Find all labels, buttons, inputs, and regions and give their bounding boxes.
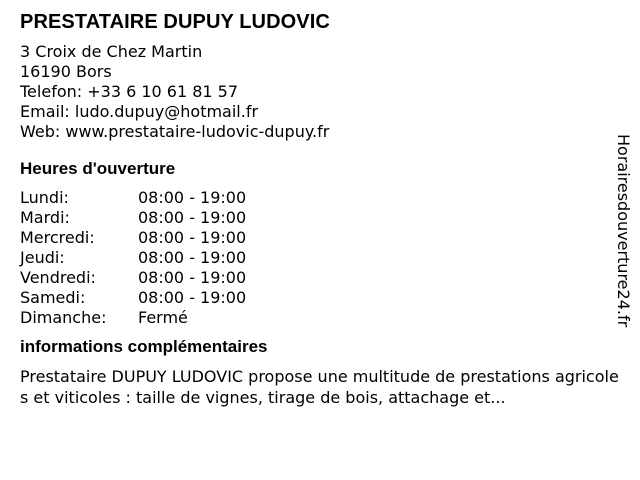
hours-row	[20, 208, 620, 228]
hours-row	[20, 268, 620, 288]
postal-city: 16190 Bors	[20, 62, 112, 81]
day-label: Jeudi:	[20, 248, 65, 267]
time-value: 08:00 - 19:00	[138, 288, 247, 307]
time-value: 08:00 - 19:00	[138, 208, 247, 227]
time-value: Fermé	[138, 308, 188, 327]
day-label: Lundi:	[20, 188, 69, 207]
time-value: 08:00 - 19:00	[138, 268, 247, 287]
day-label: Mercredi:	[20, 228, 95, 247]
hours-row	[20, 308, 620, 328]
day-label: Dimanche:	[20, 308, 107, 327]
hours-row	[20, 248, 620, 268]
hours-table	[20, 188, 620, 328]
business-name: PRESTATAIRE DUPUY LUDOVIC	[20, 11, 330, 33]
address-block	[20, 42, 620, 142]
info-description: Prestataire DUPUY LUDOVIC propose une multitude de prestations agricoles et viticoles : taille de vignes, tirage de bois, attachage et...	[20, 367, 619, 407]
time-value: 08:00 - 19:00	[138, 248, 247, 267]
hours-row	[20, 288, 620, 308]
time-value: 08:00 - 19:00	[138, 228, 247, 247]
brand-watermark: Horairesdouverture24.fr	[614, 134, 633, 328]
hours-heading: Heures d'ouverture	[20, 159, 176, 178]
hours-row	[20, 188, 620, 208]
info-heading: informations complémentaires	[20, 337, 268, 356]
time-value: 08:00 - 19:00	[138, 188, 247, 207]
web-line: Web: www.prestataire-ludovic-dupuy.fr	[20, 122, 330, 141]
day-label: Samedi:	[20, 288, 86, 307]
day-label: Mardi:	[20, 208, 70, 227]
business-card	[20, 10, 620, 408]
phone-line: Telefon: +33 6 10 61 81 57	[20, 82, 239, 101]
hours-row	[20, 228, 620, 248]
street-address: 3 Croix de Chez Martin	[20, 42, 203, 61]
day-label: Vendredi:	[20, 268, 96, 287]
email-line: Email: ludo.dupuy@hotmail.fr	[20, 102, 259, 121]
